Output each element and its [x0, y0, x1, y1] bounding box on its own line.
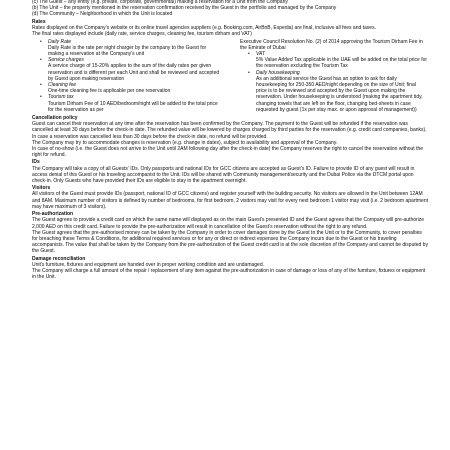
damage-heading: Damage reconciliation [32, 255, 86, 262]
tourism-tax-text: Tourism Dirham Fee of 10 AED/bedroom/night will be added to the total price for the reservation as per [48, 100, 218, 113]
cancellation-paragraph-2: In case a reservation was cancelled less than 30 days before the check-in date, no refund will be provided. [32, 133, 268, 140]
rates-includes-paragraph: The final rates displayed include (daily rate, service charges, cleaning fee, tourism dirham and VAT) [32, 31, 252, 38]
service-charges-text: A service charge of 15-20% applies to the sum of the daily rates per given reservation and is different per each Unit and shall be reviewed and accepted by Guest upon making reservation [48, 63, 220, 82]
cleaning-fee-text: One-time cleaning fee is applicable per one reservation [48, 88, 171, 95]
cancellation-heading: Cancellation policy [32, 115, 78, 122]
preauthorization-paragraph-2: The Guest agrees that the pre-authorised money can be taken by the Company in order to cover damages done by the Guest to the Unit or to the Community, to cover penalties for breaching these Terms & Conditions, for additional required services or for any or direct or indirect expenses the Company incurs due to the Guest or his traveling accompanists. The value that shall be taken by the Company from the pre-authorization of the Guest credit card is at the sole discretion of the Company and cannot be disputed by the Guest. [32, 229, 428, 255]
definition-community: (d) The Community – Neighborhood in which the Unit is located [32, 11, 173, 18]
damage-paragraph-2: The Company will charge a full amount of the repair / replacement of any item against the pre-authorization in case of damage or loss of any of the furniture, fixtures or equipment in the Unit. [32, 267, 426, 281]
cancellation-paragraph-3: The Company may try to accommodate changes is reservation (e.g. change in dates), subject to availability and approval of the Company. [32, 139, 338, 146]
cancellation-paragraph-1: Guest can cancel their reservation at any time after the reservation has been confirmed by the Company. The payment to the Guest will be refunded if the reservation was cancelled at least 30 days before the check-in date. The refunded value will be lowered by charges charged by third parties for the reservation (e.g. credit card companies, banks). [32, 121, 427, 134]
daily-rate-text: Daily Rate is the rate per night charger by the company to the Guest for making a reservation at the Company’s unit [48, 44, 207, 58]
rates-heading: Rates [32, 19, 46, 25]
rates-columns [32, 39, 428, 113]
damage-paragraph-1: Unit’s furniture, fixtures and equipment are handed over in proper working condition and are undamaged. [32, 261, 264, 268]
tourism-tax-continued: Executive Council Resolution No. (2) of 2014 approving the Tourism Dirham Fee in the Emirate of Dubai [240, 38, 423, 51]
preauthorization-paragraph-1: The Guest agrees to provide a credit card on which the same name will displayed as on the main Guest’s presented ID and the Guest agrees that the Company will pre-authorize 2,000 AED on this credit card. Failure to provide the pre-authorization will result in cancellation of the Guest’s reservation without the right to any refund. [32, 217, 425, 230]
visitors-heading: Visitors [32, 185, 51, 192]
definitions-list [32, 0, 428, 18]
tourism-tax-title: • Tourism tax [32, 94, 220, 100]
cancellation-paragraph-4: In case of no-show (i.e. the Guest does not arrive to the Unit until 2AM following day after the check-in date) the Company reserves the right to cancel the reservation without the right for refund. [32, 146, 424, 159]
vat-text: 5% Value Added Tax applicable in the UAE will be added on the total price for the reservation excluding the Tourism Tax [256, 57, 428, 70]
daily-housekeeping-text: As an additional service the Guest has an option to ask for daily housekeeping for 250-350 AED/night depending on the size of Unit; final price is to be reviewed and accepted by the Guest upon making the reservation. Under housekeeping is understood (making the apartment tidy, changing towels that are left on the floor, changing bed-sheets in case requested by guest (1x per stay max. or upon approval of management)) [256, 75, 423, 113]
ids-heading: IDs [32, 159, 40, 166]
definition-unit: (b) The Unit – the property mentioned in the reservation confirmation received by the Guest in the portfolio and managed by the Company [32, 5, 337, 12]
rates-right-column [240, 39, 428, 113]
definition-guest: (c) The Guest – any entity (e.g. private, corporate, governmental) making a reservation for a Unit from the Company [32, 0, 288, 5]
daily-housekeeping-title: • Daily housekeeping [240, 70, 428, 76]
preauthorization-heading: Pre-authorization [32, 211, 74, 218]
ids-paragraph: The Company will take a copy of all Guests’ IDs. Only passports and national IDs for GCC citizens are accepted as Guest’s ID. Failure to provide ID of any guest will result in access denial of this Guest or his traveling accompanist to the Unit. IDs will be shared with Community management/security and the Dubai Police via the DTCM portal upon check-in. Only Guests who have provided their IDs are eligible to stay in the apartment overnight. [32, 165, 415, 185]
document-body [32, 0, 428, 280]
service-charges-title: • Service charges [32, 57, 220, 63]
visitors-paragraph: All visitors of the Guest must provide IDs (passport, national ID of GCC citizens) and register yourself with the building security. No visitors are allowed in the Unit between 12AM and 8AM. Maximum number of visitors is defined by number of bedrooms, for first bedroom, 2 visitors may visit for every next bedroom 1 visitor may visit (i.e. 2 bedroom apartment may have maximum of 3 visitors). [32, 191, 428, 210]
daily-rate-title: • Daily Rate [32, 39, 220, 45]
rates-left-column [32, 39, 220, 113]
vat-title: • VAT [240, 51, 428, 57]
rates-paragraph: Rates displayed on the Company’s website or its online travel agencies suppliers (e.g. Booking.com, AirBnB, Expedia) are final, inclusive all fees and taxes. [32, 25, 376, 32]
cleaning-fee-title: • Cleaning fee [32, 82, 220, 88]
